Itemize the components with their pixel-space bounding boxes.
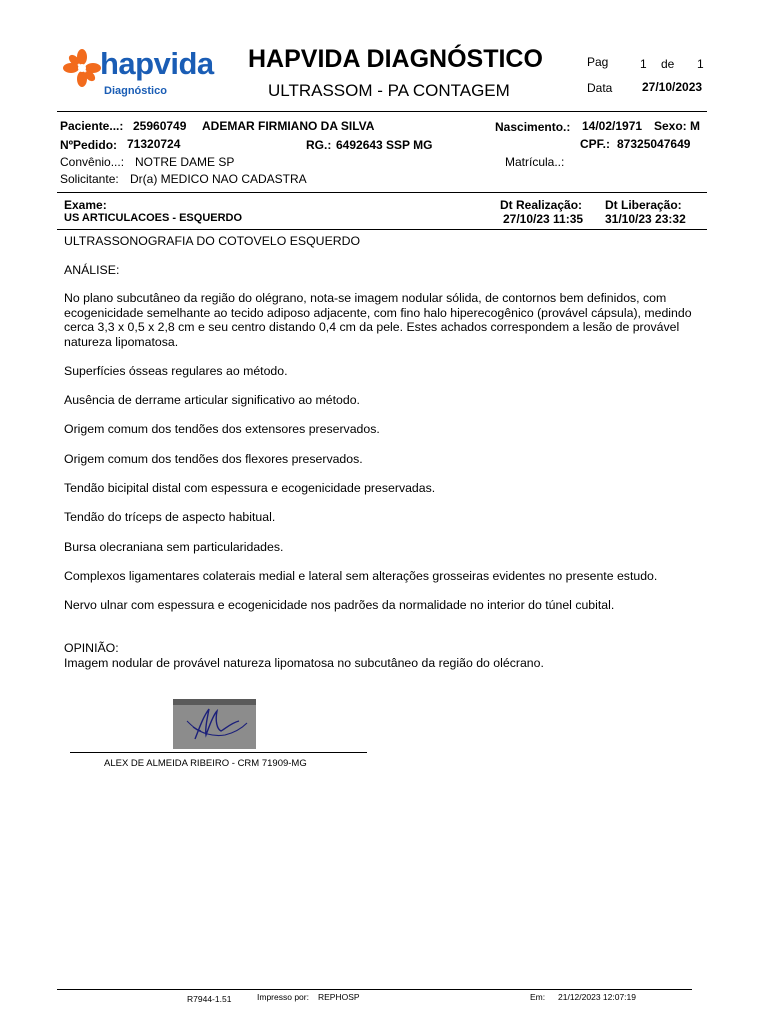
signature-line <box>70 752 367 753</box>
paragraph-4: Origem comum dos tendões dos flexores preservados. <box>64 452 363 466</box>
data-value: 27/10/2023 <box>642 80 703 94</box>
liberacao-value: 31/10/23 23:32 <box>605 212 686 226</box>
pag-current: 1 <box>640 57 647 71</box>
paragraph-0: No plano subcutâneo da região do olégrano, nota-se imagem nodular sólida, de contornos bem definidos, com ecogenicidade semelhante ao tecido adiposo adjacente, com fino halo hiperecogênico (provável cápsula), medindo cerca 3,3 x 0,5 x 2,8 cm e seu centro distando 0,4 cm da pele. Estes achados correspondem a lesão de provável natureza lipomatosa. <box>64 291 692 349</box>
paciente-label: Paciente...: <box>60 119 124 133</box>
analise-heading: ANÁLISE: <box>64 263 120 277</box>
footer-divider <box>57 989 692 990</box>
sexo-label: Sexo: <box>654 119 687 133</box>
patient-divider <box>57 192 707 193</box>
pedido-label: NºPedido: <box>60 138 118 152</box>
footer-code: R7944-1.51 <box>187 994 232 1004</box>
nascimento-value: 14/02/1971 <box>582 119 643 133</box>
signature-name: ALEX DE ALMEIDA RIBEIRO - CRM 71909-MG <box>104 758 307 769</box>
exam-divider <box>57 229 707 230</box>
pag-total: 1 <box>697 57 704 71</box>
logo-subtitle: Diagnóstico <box>104 85 167 97</box>
paragraph-9: Nervo ulnar com espessura e ecogenicidade nos padrões da normalidade no interior do túnel cubital. <box>64 598 615 612</box>
rg-label: RG.: <box>306 138 332 152</box>
opiniao-text: Imagem nodular de provável natureza lipomatosa no subcutâneo da região do olécrano. <box>64 656 544 670</box>
paragraph-3: Origem comum dos tendões dos extensores preservados. <box>64 422 380 436</box>
document-subtitle: ULTRASSOM - PA CONTAGEM <box>268 81 510 100</box>
realizacao-value: 27/10/23 11:35 <box>503 212 584 226</box>
cpf-value: 87325047649 <box>617 137 691 151</box>
exame-label: Exame: <box>64 198 107 212</box>
footer-em-label: Em: <box>530 992 546 1002</box>
matricula-label: Matrícula..: <box>505 155 565 169</box>
header-divider <box>57 111 707 112</box>
pag-label: Pag <box>587 55 609 69</box>
nascimento-label: Nascimento.: <box>495 120 571 134</box>
logo-brand: hapvida <box>100 46 214 81</box>
exame-value: US ARTICULACOES - ESQUERDO <box>64 212 243 224</box>
footer-impresso-label: Impresso por: <box>257 992 309 1002</box>
flower-icon <box>62 48 102 88</box>
exam-title: ULTRASSONOGRAFIA DO COTOVELO ESQUERDO <box>64 234 361 248</box>
footer-em-value: 21/12/2023 12:07:19 <box>558 992 636 1002</box>
hapvida-logo <box>62 44 232 102</box>
convenio-value: NOTRE DAME SP <box>135 155 235 169</box>
data-label: Data <box>587 81 613 95</box>
rg-value: 6492643 SSP MG <box>336 138 433 152</box>
liberacao-label: Dt Liberação: <box>605 198 682 212</box>
footer-impresso-value: REPHOSP <box>318 992 360 1002</box>
paciente-id: 25960749 <box>133 119 187 133</box>
document-title: HAPVIDA DIAGNÓSTICO <box>248 45 543 73</box>
convenio-label: Convênio...: <box>60 155 125 169</box>
solicitante-value: Dr(a) MEDICO NAO CADASTRA <box>130 172 307 186</box>
paragraph-5: Tendão bicipital distal com espessura e ecogenicidade preservadas. <box>64 481 436 495</box>
paragraph-8: Complexos ligamentares colaterais medial e lateral sem alterações grosseiras evidentes no presente estudo. <box>64 569 658 583</box>
pag-de: de <box>661 57 675 71</box>
opiniao-heading: OPINIÃO: <box>64 641 119 655</box>
sexo-value: M <box>690 119 700 133</box>
signature-image <box>173 699 256 749</box>
solicitante-label: Solicitante: <box>60 172 119 186</box>
paragraph-1: Superfícies ósseas regulares ao método. <box>64 364 288 378</box>
pedido-value: 71320724 <box>127 137 181 151</box>
paciente-name: ADEMAR FIRMIANO DA SILVA <box>202 119 375 133</box>
realizacao-label: Dt Realização: <box>500 198 583 212</box>
paragraph-7: Bursa olecraniana sem particularidades. <box>64 540 284 554</box>
paragraph-2: Ausência de derrame articular significativo ao método. <box>64 393 360 407</box>
cpf-label: CPF.: <box>580 137 610 151</box>
paragraph-6: Tendão do tríceps de aspecto habitual. <box>64 510 276 524</box>
